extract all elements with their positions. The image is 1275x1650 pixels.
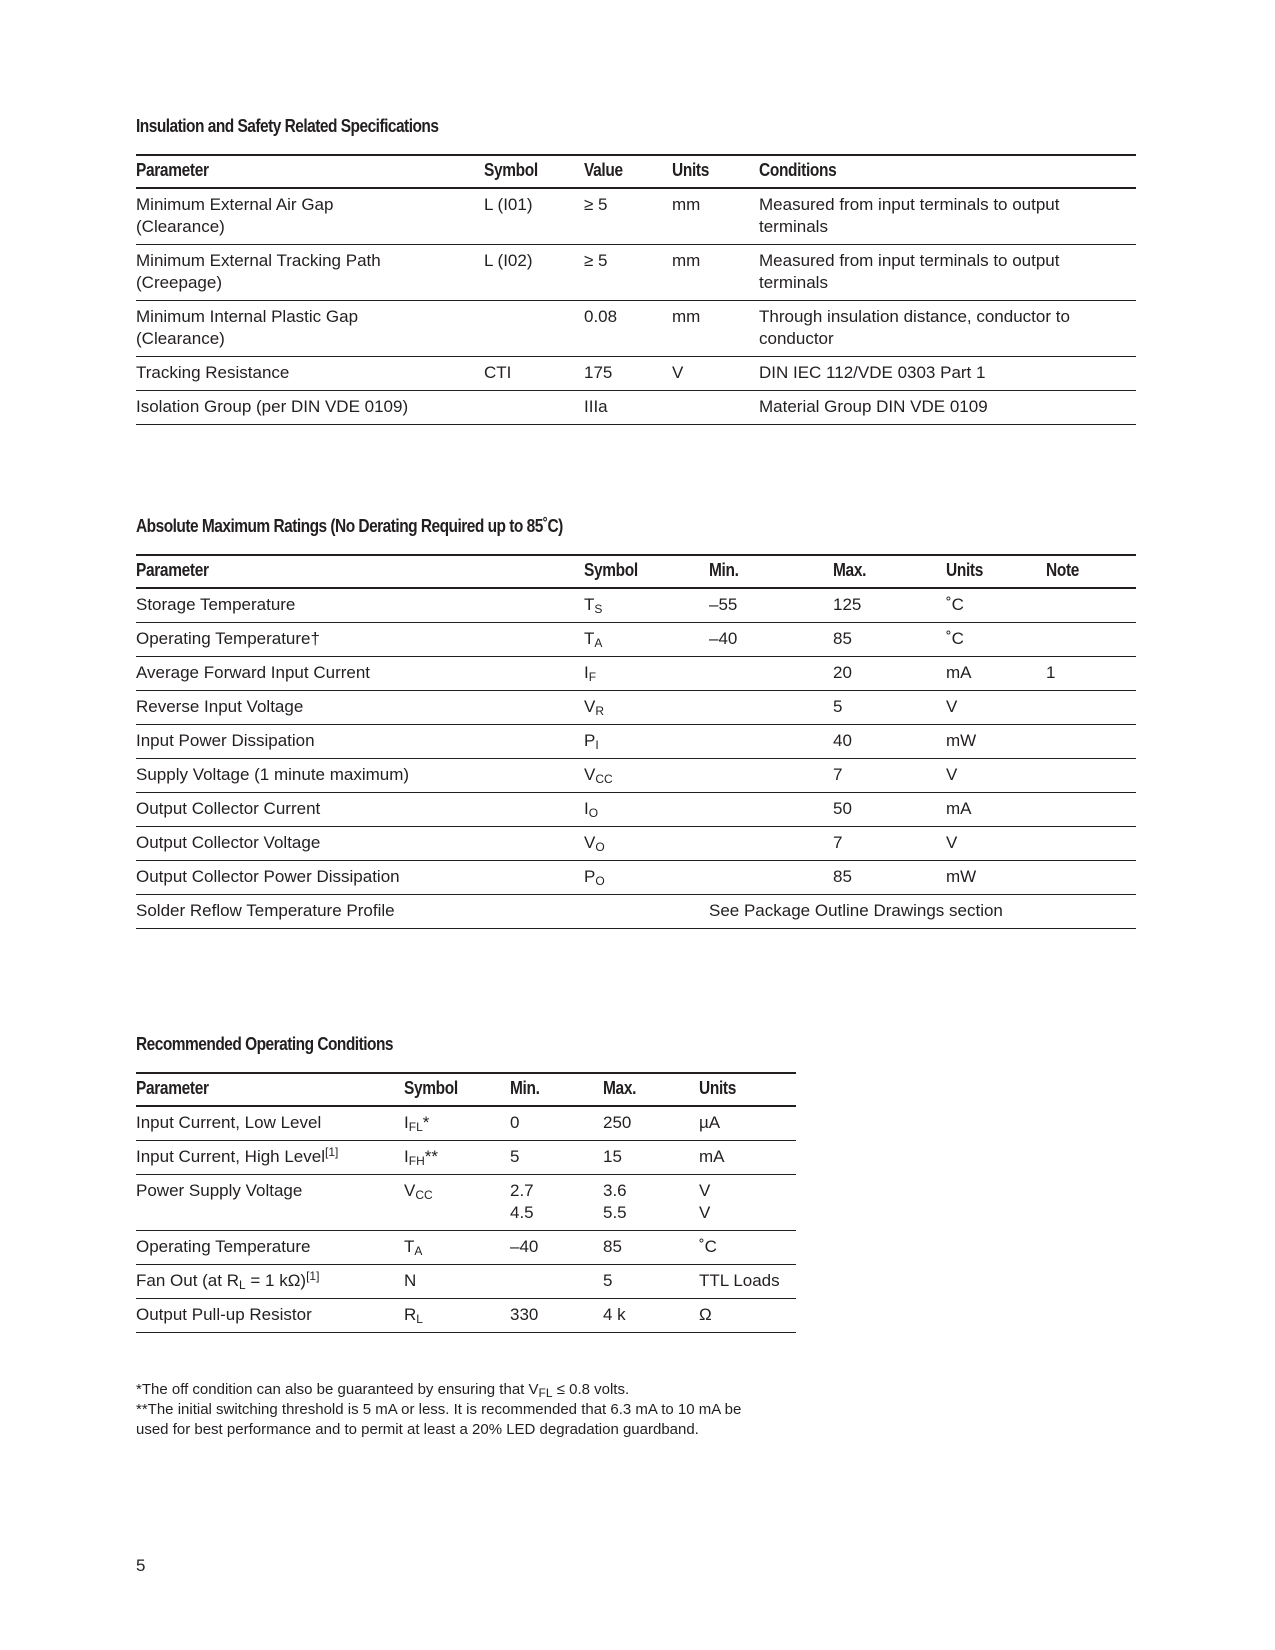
col-header-units: Units: [699, 1073, 796, 1106]
cell-min: [709, 759, 833, 793]
cell-parameter: Storage Temperature: [136, 588, 584, 623]
table-row: [136, 759, 1136, 793]
cell-symbol: [484, 301, 584, 357]
cell-max: 5: [833, 691, 946, 725]
cell-units: mA: [946, 657, 1046, 691]
cell-note: [1046, 725, 1136, 759]
cell-parameter: Operating Temperature: [136, 1231, 404, 1265]
cell-parameter: Input Power Dissipation: [136, 725, 584, 759]
cell-parameter: Operating Temperature†: [136, 623, 584, 657]
cell-note: [1046, 793, 1136, 827]
cell-value: ≥ 5: [584, 188, 672, 245]
cell-units: V: [672, 357, 759, 391]
cell-parameter: Fan Out (at $R_L = 1$ kΩ)[1]: [136, 1265, 404, 1299]
cell-note: [1046, 759, 1136, 793]
cell-parameter: Minimum External Tracking Path (Creepage): [136, 245, 484, 301]
cell-parameter: Output Collector Current: [136, 793, 584, 827]
cell-units: V V: [699, 1175, 796, 1231]
cell-note: [1046, 861, 1136, 895]
cell-min: 2.7 4.5: [510, 1175, 603, 1231]
cell-parameter: Average Forward Input Current: [136, 657, 584, 691]
cell-value: 0.08: [584, 301, 672, 357]
cell-conditions: Measured from input terminals to output terminals: [759, 245, 1136, 301]
cell-parameter: Output Collector Voltage: [136, 827, 584, 861]
cell-min: [709, 691, 833, 725]
cell-note: [1046, 691, 1136, 725]
cell-note: [1046, 827, 1136, 861]
section-title-insulation: Insulation and Safety Related Specifications: [136, 116, 439, 136]
cell-max: 3.6 5.5: [603, 1175, 699, 1231]
cell-units: V: [946, 691, 1046, 725]
cell-units: [672, 391, 759, 425]
cell-value: 175: [584, 357, 672, 391]
cell-units: ˚C: [946, 588, 1046, 623]
cell-symbol: $I_{FH}**$: [404, 1141, 510, 1175]
cell-max: 85: [833, 623, 946, 657]
cell-symbol: L (I01): [484, 188, 584, 245]
cell-max: 7: [833, 759, 946, 793]
table-header-row: [136, 1073, 796, 1106]
page-number: 5: [136, 1556, 146, 1575]
cell-units: mW: [946, 861, 1046, 895]
table-row: [136, 301, 1136, 357]
cell-value: ≥ 5: [584, 245, 672, 301]
cell-max: 85: [603, 1231, 699, 1265]
table-row: [136, 188, 1136, 245]
table-row: [136, 725, 1136, 759]
cell-min: [709, 827, 833, 861]
cell-parameter: Isolation Group (per DIN VDE 0109): [136, 391, 484, 425]
cell-parameter: Output Collector Power Dissipation: [136, 861, 584, 895]
cell-units: µA: [699, 1106, 796, 1141]
cell-conditions: Material Group DIN VDE 0109: [759, 391, 1136, 425]
table-row: [136, 691, 1136, 725]
cell-conditions: Measured from input terminals to output terminals: [759, 188, 1136, 245]
cell-parameter: Reverse Input Voltage: [136, 691, 584, 725]
cell-symbol: L (I02): [484, 245, 584, 301]
cell-parameter: Output Pull-up Resistor: [136, 1299, 404, 1333]
cell-symbol: $T_A$: [404, 1231, 510, 1265]
cell-max: 50: [833, 793, 946, 827]
cell-min: [709, 861, 833, 895]
col-header-min: Min.: [510, 1073, 603, 1106]
table-row: [136, 588, 1136, 623]
cell-note: [1046, 588, 1136, 623]
cell-max: 85: [833, 861, 946, 895]
cell-units: V: [946, 827, 1046, 861]
section-title-recommended: Recommended Operating Conditions: [136, 1034, 393, 1054]
cell-symbol: $V_O$: [584, 827, 709, 861]
recommended-operating-conditions-table: [136, 1072, 796, 1333]
cell-max: 7: [833, 827, 946, 861]
cell-units: mm: [672, 245, 759, 301]
table-row: [136, 861, 1136, 895]
cell-parameter: Minimum External Air Gap (Clearance): [136, 188, 484, 245]
cell-symbol: $T_A$: [584, 623, 709, 657]
cell-value: IIIa: [584, 391, 672, 425]
table-row: [136, 245, 1136, 301]
cell-conditions: Through insulation distance, conductor to conductor: [759, 301, 1136, 357]
col-header-units: Units: [946, 555, 1046, 588]
col-header-units: Units: [672, 155, 759, 188]
cell-units: Ω: [699, 1299, 796, 1333]
cell-symbol: $V_{CC}$: [404, 1175, 510, 1231]
col-header-conditions: Conditions: [759, 155, 1136, 188]
cell-min: 5: [510, 1141, 603, 1175]
cell-symbol: [484, 391, 584, 425]
table-row: [136, 1106, 796, 1141]
cell-symbol: $T_S$: [584, 588, 709, 623]
cell-parameter: Tracking Resistance: [136, 357, 484, 391]
table-row: [136, 391, 1136, 425]
cell-max: 4 k: [603, 1299, 699, 1333]
cell-symbol: $I_{FL}*$: [404, 1106, 510, 1141]
cell-units: ˚C: [699, 1231, 796, 1265]
cell-symbol: $P_O$: [584, 861, 709, 895]
cell-parameter: Minimum Internal Plastic Gap (Clearance): [136, 301, 484, 357]
table-row: [136, 623, 1136, 657]
absolute-maximum-ratings-table: [136, 554, 1136, 929]
table-row: [136, 1231, 796, 1265]
section-title-absolute-max: Absolute Maximum Ratings (No Derating Required up to 85˚C): [136, 516, 563, 536]
cell-units: ˚C: [946, 623, 1046, 657]
cell-note: [1046, 623, 1136, 657]
cell-symbol: $R_L$: [404, 1299, 510, 1333]
cell-symbol: $I_F$: [584, 657, 709, 691]
table-row: [136, 1299, 796, 1333]
footnote-2: **The initial switching threshold is 5 mA or less. It is recommended that 6.3 mA to 10 mA be used for best performance and to permit at least a 20% LED degradation guardband.: [136, 1401, 742, 1438]
cell-symbol: N: [404, 1265, 510, 1299]
cell-symbol: $P_I$: [584, 725, 709, 759]
cell-max: 5: [603, 1265, 699, 1299]
cell-min: –55: [709, 588, 833, 623]
cell-min: –40: [510, 1231, 603, 1265]
cell-parameter: Input Current, High Level[1]: [136, 1141, 404, 1175]
table-row: [136, 657, 1136, 691]
cell-max: 40: [833, 725, 946, 759]
col-header-min: Min.: [709, 555, 833, 588]
cell-max: 15: [603, 1141, 699, 1175]
cell-min: –40: [709, 623, 833, 657]
col-header-symbol: Symbol: [584, 555, 709, 588]
cell-units: mA: [699, 1141, 796, 1175]
cell-min: [709, 793, 833, 827]
col-header-value: Value: [584, 155, 672, 188]
col-header-parameter: Parameter: [136, 155, 484, 188]
table-row: [136, 1265, 796, 1299]
cell-parameter: Supply Voltage (1 minute maximum): [136, 759, 584, 793]
insulation-safety-table: [136, 154, 1136, 425]
col-header-symbol: Symbol: [404, 1073, 510, 1106]
cell-max: 125: [833, 588, 946, 623]
cell-parameter: Input Current, Low Level: [136, 1106, 404, 1141]
col-header-max: Max.: [603, 1073, 699, 1106]
table-row: [136, 895, 1136, 929]
table-row: [136, 827, 1136, 861]
cell-note: 1: [1046, 657, 1136, 691]
col-header-parameter: Parameter: [136, 1073, 404, 1106]
col-header-parameter: Parameter: [136, 555, 584, 588]
cell-parameter: Power Supply Voltage: [136, 1175, 404, 1231]
cell-min: [709, 657, 833, 691]
cell-units: mm: [672, 301, 759, 357]
col-header-max: Max.: [833, 555, 946, 588]
cell-parameter: Solder Reflow Temperature Profile: [136, 895, 584, 929]
cell-see-package: See Package Outline Drawings section: [709, 895, 1136, 929]
cell-symbol: $V_R$: [584, 691, 709, 725]
table-row: [136, 793, 1136, 827]
cell-units: TTL Loads: [699, 1265, 796, 1299]
cell-symbol: [584, 895, 709, 929]
cell-units: mA: [946, 793, 1046, 827]
footnote-1: *The off condition can also be guaranteed by ensuring that $V_{FL} \le 0.8$ volts.: [136, 1381, 630, 1400]
table-row: [136, 1175, 796, 1231]
cell-min: [709, 725, 833, 759]
cell-min: 0: [510, 1106, 603, 1141]
table-row: [136, 357, 1136, 391]
cell-max: 20: [833, 657, 946, 691]
footnotes: [136, 1380, 796, 1440]
col-header-symbol: Symbol: [484, 155, 584, 188]
cell-symbol: $I_O$: [584, 793, 709, 827]
table-row: [136, 1141, 796, 1175]
cell-max: 250: [603, 1106, 699, 1141]
cell-conditions: DIN IEC 112/VDE 0303 Part 1: [759, 357, 1136, 391]
cell-min: 330: [510, 1299, 603, 1333]
table-header-row: [136, 555, 1136, 588]
cell-symbol: CTI: [484, 357, 584, 391]
cell-units: V: [946, 759, 1046, 793]
cell-units: mW: [946, 725, 1046, 759]
cell-min: [510, 1265, 603, 1299]
cell-symbol: $V_{CC}$: [584, 759, 709, 793]
table-header-row: [136, 155, 1136, 188]
col-header-note: Note: [1046, 555, 1136, 588]
cell-units: mm: [672, 188, 759, 245]
